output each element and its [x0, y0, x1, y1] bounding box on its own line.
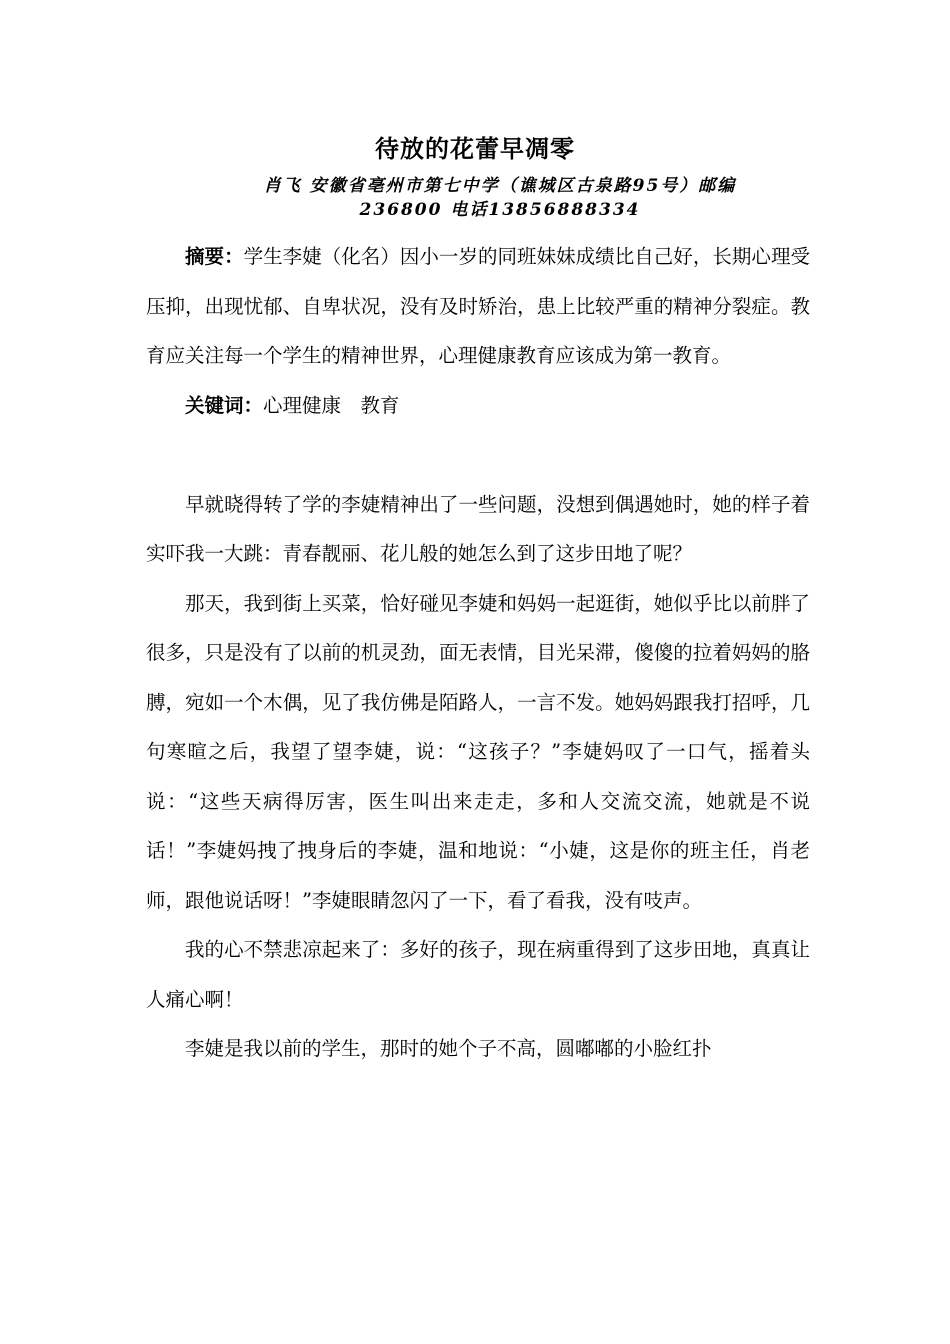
author-line-1: 肖飞 安徽省亳州市第七中学（谯城区古泉路95号）邮编	[263, 176, 737, 196]
abstract-paragraph	[146, 232, 810, 381]
abstract-text: 学生李婕（化名）因小一岁的同班妹妹成绩比自己好，长期心理受压抑，出现忧郁、自卑状况，没有及时矫治，患上比较严重的精神分裂症。教育应关注每一个学生的精神世界，心理健康教育应该成为第一教育。	[146, 245, 810, 367]
author-info	[220, 174, 780, 222]
body-paragraph: 早就晓得转了学的李婕精神出了一些问题，没想到偶遇她时，她的样子着实吓我一大跳：青春靓丽、花儿般的她怎么到了这步田地了呢？	[146, 492, 810, 565]
body-paragraph: 那天，我到街上买菜，恰好碰见李婕和妈妈一起逛街，她似乎比以前胖了很多，只是没有了以前的机灵劲，面无表情，目光呆滞，傻傻的拉着妈妈的胳膊，宛如一个木偶，见了我仿佛是陌路人，一言不发。她妈妈跟我打招呼，几句寒暄之后，我望了望李婕，说：“这孩子？”李婕妈叹了一口气，摇着头说：“这些天病得厉害，医生叫出来走走，多和人交流交流，她就是不说话！”李婕妈拽了拽身后的李婕，温和地说：“小婕，这是你的班主任，肖老师，跟他说话呀！”李婕眼睛忽闪了一下，看了看我，没有吱声。	[146, 591, 810, 912]
body-paragraph: 我的心不禁悲凉起来了：多好的孩子，现在病重得到了这步田地，真真让人痛心啊！	[146, 938, 810, 1011]
document-body	[146, 232, 810, 1074]
keywords-label: 关键词：	[185, 393, 264, 417]
keyword-item: 教育	[360, 393, 400, 417]
keywords-paragraph	[146, 381, 810, 431]
abstract-label: 摘要：	[185, 245, 244, 268]
section-spacer	[146, 430, 810, 480]
author-line-2: 236800 电话13856888334	[359, 200, 641, 220]
keyword-item: 心理健康	[263, 393, 342, 417]
body-paragraph: 李婕是我以前的学生，那时的她个子不高，圆嘟嘟的小脸红扑	[185, 1037, 712, 1060]
document-title: 待放的花蕾早凋零	[375, 134, 575, 163]
